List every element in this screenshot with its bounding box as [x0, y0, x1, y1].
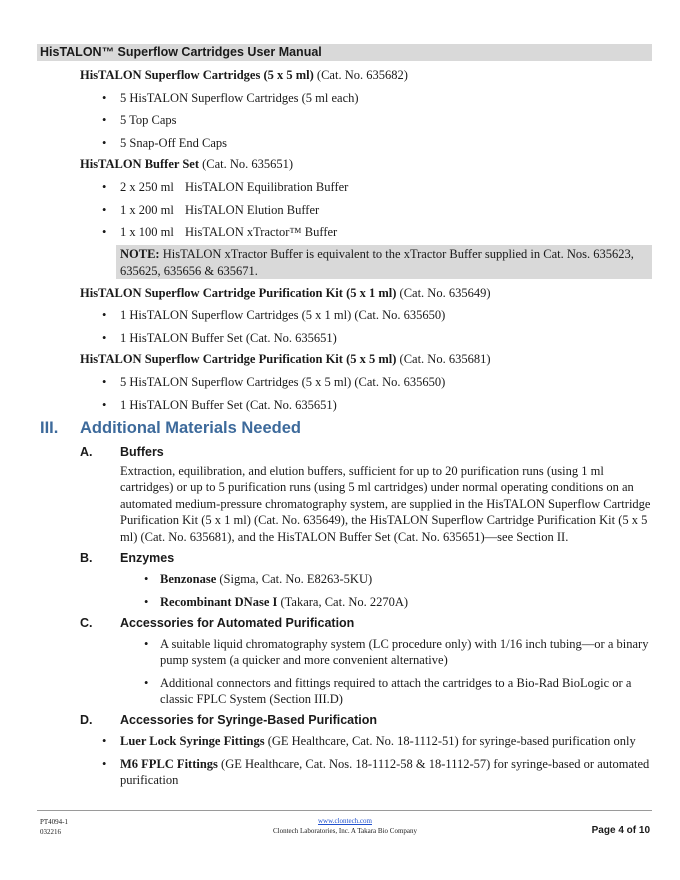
bullet-icon: •: [102, 734, 107, 748]
buffer-qty: 1 x 200 ml: [120, 203, 174, 217]
buffers-paragraph: Extraction, equilibration, and elution buffers, sufficient for up to 20 purification runs (using 1 ml cartridges) or up to 5 purification runs (using 5 ml cartridges) under normal operating conditions on an automated medium-pressure chromatography system, are supplied in the HisTALON Superflow Cartridge Purification Kit (5 x 1 ml) (Cat. No. 635649), the HisTALON Superflow Cartridge Purification Kit (5 x 5 ml) (Cat. No. 635681), and the HisTALON Buffer Set (Cat. No. 635651)—see Section II.: [120, 464, 651, 544]
bullet-icon: •: [102, 308, 107, 322]
subsection-title-automated: Accessories for Automated Purification: [120, 616, 355, 630]
section-title: Additional Materials Needed: [80, 419, 301, 437]
footer-divider: [37, 810, 652, 811]
kit-cat-no: (Cat. No. 635682): [313, 68, 408, 82]
bullet-icon: •: [102, 113, 107, 127]
list-item: 1 HisTALON Buffer Set (Cat. No. 635651): [120, 331, 337, 345]
footer-company: Clontech Laboratories, Inc. A Takara Bio Company: [272, 827, 417, 835]
fitting-detail: (GE Healthcare, Cat. Nos. 18-1112-58 & 18-1112-57) for syringe-based or automated purification: [120, 757, 650, 788]
bullet-icon: •: [102, 203, 107, 217]
buffer-name: HisTALON Equilibration Buffer: [185, 180, 349, 194]
list-item: 5 HisTALON Superflow Cartridges (5 x 5 ml) (Cat. No. 635650): [120, 375, 446, 389]
automated-item: Additional connectors and fittings required to attach the cartridges to a Bio-Rad BioLogic or a classic FPLC System (Section III.D): [160, 676, 632, 707]
list-item: 5 Top Caps: [120, 113, 177, 127]
kit-cat-no: (Cat. No. 635651): [198, 157, 294, 171]
kit-heading-purification-5x1: [80, 285, 491, 301]
fitting-name: Luer Lock Syringe Fittings: [120, 734, 265, 748]
bullet-icon: •: [102, 136, 107, 150]
list-item: 1 HisTALON Buffer Set (Cat. No. 635651): [120, 398, 337, 412]
footer-doc-code: PT4094-1: [40, 818, 68, 826]
subsection-letter: D.: [80, 713, 93, 727]
kit-heading-cartridges-5x5: [80, 67, 408, 83]
syringe-item: [120, 733, 652, 749]
enzyme-name: Benzonase: [160, 572, 217, 586]
subsection-title-enzymes: Enzymes: [120, 551, 175, 565]
page-number: Page 4 of 10: [591, 825, 650, 836]
bullet-icon: •: [102, 331, 107, 345]
section-number: III.: [40, 419, 59, 437]
kit-heading-purification-5x5: [80, 351, 491, 367]
kit-cat-no: (Cat. No. 635681): [396, 352, 491, 366]
kit-title: HisTALON Superflow Cartridge Purification Kit (5 x 5 ml): [80, 352, 397, 366]
syringe-item: [120, 756, 652, 789]
enzyme-detail: (Takara, Cat. No. 2270A): [277, 595, 409, 609]
bullet-icon: •: [102, 398, 107, 412]
bullet-icon: •: [144, 595, 149, 609]
subsection-title-syringe: Accessories for Syringe-Based Purification: [120, 713, 378, 727]
list-item: 5 Snap-Off End Caps: [120, 136, 228, 150]
list-item: 5 HisTALON Superflow Cartridges (5 ml each): [120, 91, 359, 105]
buffer-name: HisTALON Elution Buffer: [185, 203, 320, 217]
kit-title: HisTALON Buffer Set: [80, 157, 199, 171]
bullet-icon: •: [144, 676, 149, 690]
running-header: HisTALON™ Superflow Cartridges User Manual: [37, 44, 652, 61]
fitting-name: M6 FPLC Fittings: [120, 757, 218, 771]
list-item: 1 HisTALON Superflow Cartridges (5 x 1 ml) (Cat. No. 635650): [120, 308, 446, 322]
kit-title: HisTALON Superflow Cartridge Purification Kit (5 x 1 ml): [80, 286, 397, 300]
note-text: HisTALON xTractor Buffer is equivalent to the xTractor Buffer supplied in Cat. Nos. 635623, 635625, 635656 & 635671.: [120, 247, 634, 278]
bullet-icon: •: [102, 91, 107, 105]
buffer-name: HisTALON xTractor™ Buffer: [185, 225, 338, 239]
buffer-qty: 1 x 100 ml: [120, 225, 174, 239]
enzyme-item: [160, 571, 372, 587]
enzyme-name: Recombinant DNase I: [160, 595, 278, 609]
fitting-detail: (GE Healthcare, Cat. No. 18-1112-51) for syringe-based purification only: [264, 734, 636, 748]
subsection-letter: C.: [80, 616, 93, 630]
bullet-icon: •: [144, 572, 149, 586]
subsection-title-buffers: Buffers: [120, 445, 164, 459]
bullet-icon: •: [144, 637, 149, 651]
automated-item: A suitable liquid chromatography system (LC procedure only) with 1/16 inch tubing—or a binary pump system (a quicker and more convenient alternative): [160, 637, 649, 668]
subsection-letter: B.: [80, 551, 93, 565]
buffer-qty: 2 x 250 ml: [120, 180, 174, 194]
bullet-icon: •: [102, 180, 107, 194]
enzyme-detail: (Sigma, Cat. No. E8263-5KU): [216, 572, 373, 586]
kit-heading-buffer-set: [80, 156, 293, 172]
enzyme-item: [160, 594, 408, 610]
note-box: [116, 245, 652, 279]
footer-date-code: 032216: [40, 828, 61, 836]
subsection-letter: A.: [80, 445, 93, 459]
bullet-icon: •: [102, 375, 107, 389]
footer-website-link[interactable]: www.clontech.com: [318, 817, 372, 825]
bullet-icon: •: [102, 757, 107, 771]
bullet-icon: •: [102, 225, 107, 239]
kit-cat-no: (Cat. No. 635649): [396, 286, 491, 300]
kit-title: HisTALON Superflow Cartridges (5 x 5 ml): [80, 68, 314, 82]
note-label: NOTE:: [120, 247, 160, 261]
